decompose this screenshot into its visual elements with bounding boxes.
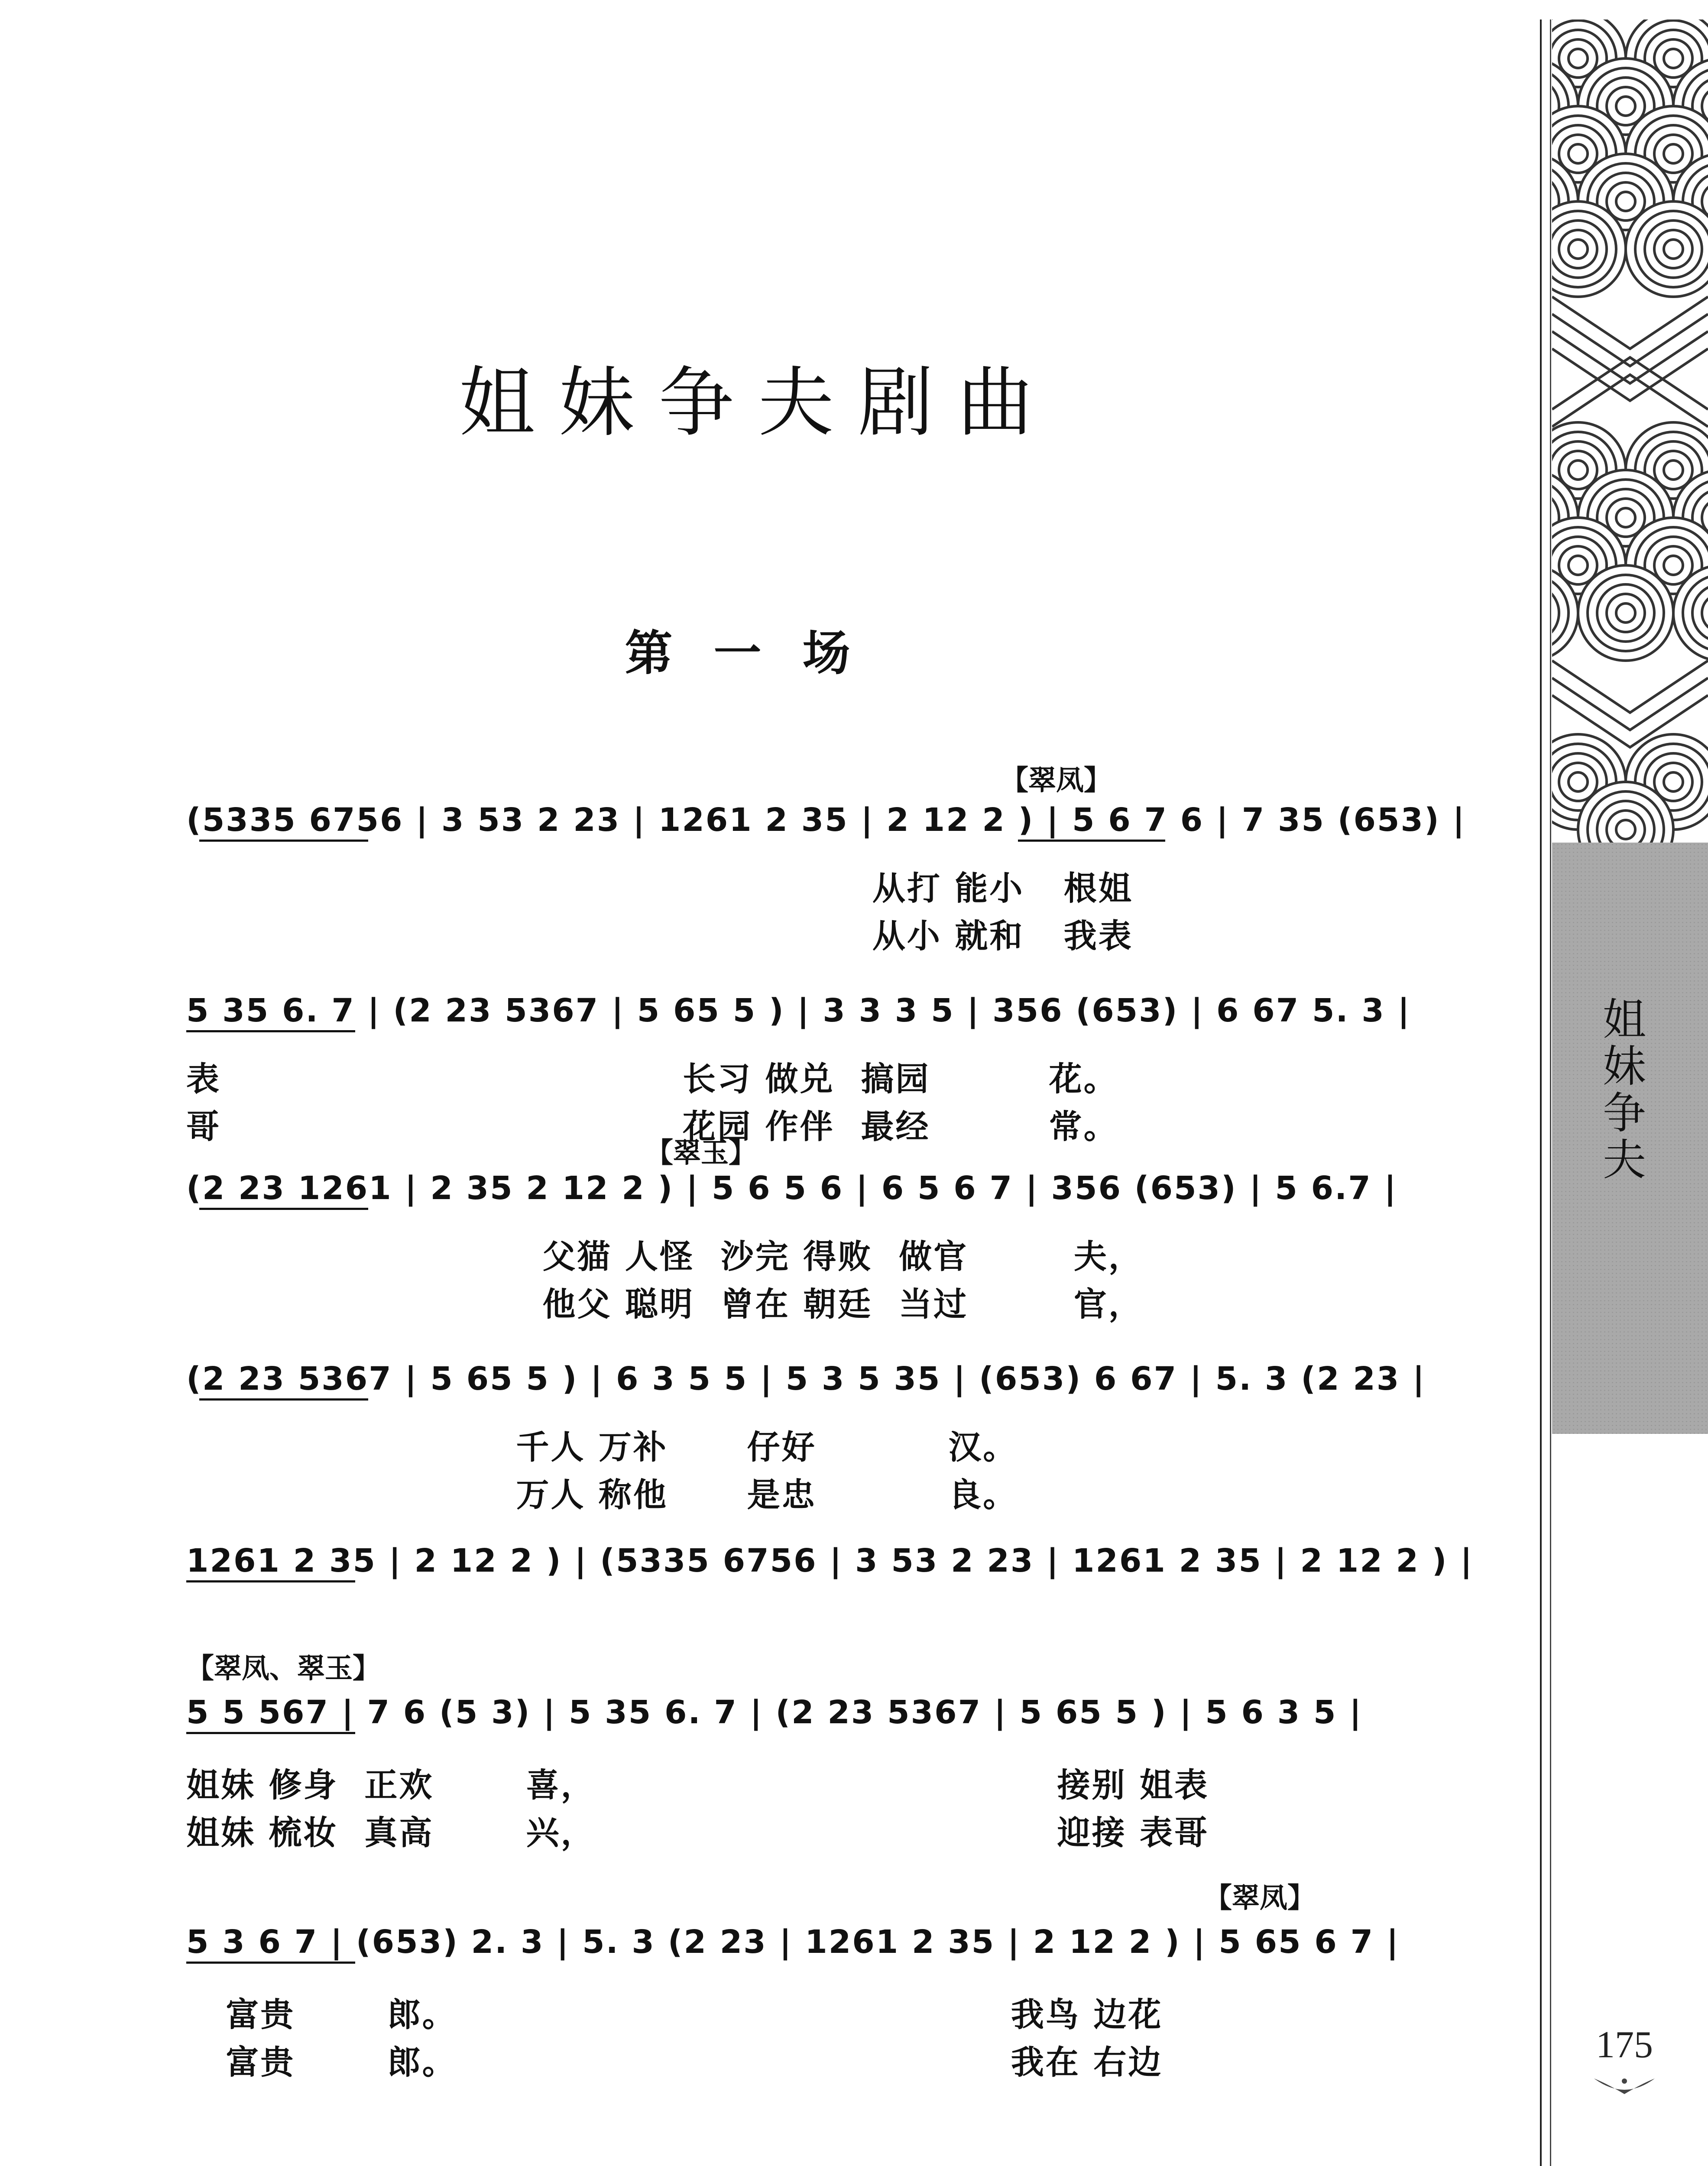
beat-underline: [186, 1030, 355, 1032]
notation-row: 1261 2 35 | 2 12 2 ) | (5335 6756 | 3 53 2 23 | 1261 2 35 | 2 12 2 ) |: [186, 1542, 1474, 1579]
side-title-char: 夫: [1603, 1135, 1646, 1185]
role-tag: 【翠凤】: [1001, 765, 1112, 797]
page-number-ornament-icon: [1590, 2075, 1659, 2097]
lyric-row-verse-1: 从打 能小 根姐: [186, 869, 1133, 908]
lyric-row-verse-2: 从小 就和 我表: [186, 917, 1133, 955]
page-border-line: [1540, 19, 1542, 2166]
lyric-row-verse-2: 哥 花园 作伴 最经 常。: [186, 1107, 1118, 1146]
page-title: 姐妹争夫剧曲: [459, 359, 1057, 447]
role-tag: 【翠凤】: [1204, 1882, 1315, 1914]
score-line-1: [186, 765, 1466, 957]
lyric-row-verse-1: 父猫 人怪 沙完 得败 做官 夫，: [186, 1237, 1143, 1276]
lyric-row-verse-1: 姐妹 修身 正欢 喜， 接别 姐表: [186, 1766, 1209, 1804]
notation-row: 5 3 6 7 | (653) 2. 3 | 5. 3 (2 23 | 1261 2 35 | 2 12 2 ) | 5 65 6 7 |: [186, 1923, 1400, 1961]
beat-underline: [199, 1208, 368, 1210]
lyric-row-verse-1: 千人 万补 仔好 汉。: [186, 1428, 1018, 1466]
scene-heading: 第一场: [625, 625, 891, 681]
score-line-2: [186, 979, 1429, 1161]
beat-underline: [199, 840, 368, 842]
notation-row: (2 23 5367 | 5 65 5 ) | 6 3 5 5 | 5 3 5 35 | (653) 6 67 | 5. 3 (2 23 |: [186, 1360, 1426, 1398]
lyric-row-verse-2: 他父 聪明 曾在 朝廷 当过 官，: [186, 1285, 1143, 1323]
page-border-line-inner: [1550, 19, 1551, 2166]
page-number: 175: [1596, 2024, 1653, 2066]
side-title-char: 姐: [1603, 994, 1646, 1045]
wave-pattern-ornament: [1552, 19, 1708, 843]
notation-row: (2 23 1261 | 2 35 2 12 2 ) | 5 6 5 6 | 6 5 6 7 | 356 (653) | 5 6.7 |: [186, 1170, 1397, 1207]
lyric-row-verse-2: 万人 称他 是忠 良。: [186, 1475, 1018, 1514]
side-title-char: 妹: [1603, 1041, 1646, 1092]
score-line-3: [186, 1137, 1429, 1326]
score-line-4: [186, 1343, 1429, 1525]
side-running-title: [1598, 996, 1650, 1184]
lyric-row-verse-2: 富贵 郎。 我在 右边: [186, 2043, 1163, 2082]
role-tag: 【翠凤、翠玉】: [186, 1653, 380, 1685]
score-line-7: [186, 1876, 1429, 2101]
beat-underline: [1018, 840, 1165, 842]
lyric-row-verse-1: 表 长习 做兑 搞园 花。: [186, 1060, 1118, 1098]
score-line-5: [186, 1534, 1474, 1620]
notation-row: 5 5 567 | 7 6 (5 3) | 5 35 6. 7 | (2 23 5367 | 5 65 5 ) | 5 6 3 5 |: [186, 1694, 1363, 1731]
score-line-6: [186, 1646, 1429, 1852]
lyric-row-verse-2: 姐妹 梳妆 真高 兴， 迎接 表哥: [186, 1813, 1209, 1852]
role-tag: 【翠玉】: [645, 1137, 756, 1169]
beat-underline: [199, 1398, 368, 1401]
lyric-row-verse-1: 富贵 郎。 我鸟 边花: [186, 1995, 1163, 2034]
side-title-char: 争: [1603, 1088, 1646, 1138]
notation-row: (5335 6756 | 3 53 2 23 | 1261 2 35 | 2 12 2 ) | 5 6 7 6 | 7 35 (653) |: [186, 801, 1466, 839]
beat-underline: [186, 1962, 355, 1964]
beat-underline: [186, 1732, 355, 1734]
notation-row: 5 35 6. 7 | (2 23 5367 | 5 65 5 ) | 3 3 3 5 | 356 (653) | 6 67 5. 3 |: [186, 992, 1411, 1029]
beat-underline: [186, 1580, 355, 1582]
